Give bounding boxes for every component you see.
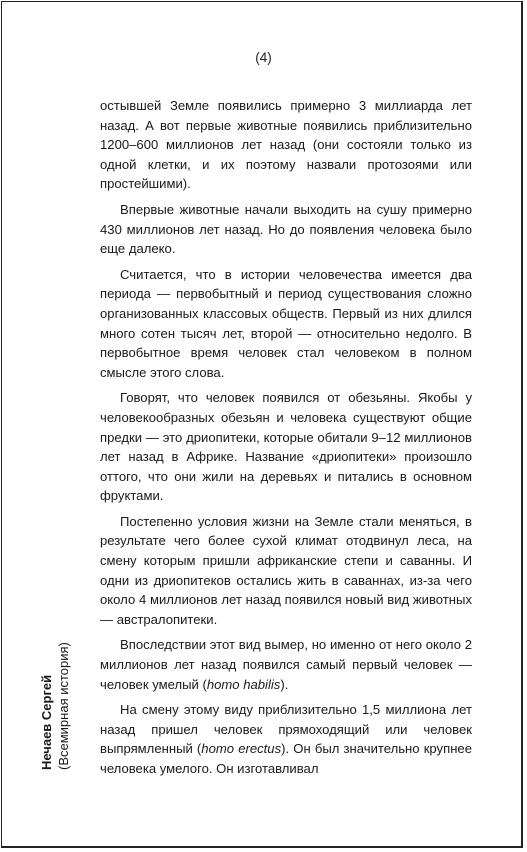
spine-author: Нечаев Сергей [39, 674, 54, 770]
paragraph-7 [100, 700, 472, 778]
spine-label [38, 580, 94, 770]
paragraph-5: Постепенно условия жизни на Земле стали меняться, в результате чего более сухой климат отодвинул леса, на смену которым пришли африканские степи и саванны. И одни из дриопитеков остались жить в саваннах, из-за чего около 4 миллионов лет назад появился новый вид животных — австралопитеки. [100, 513, 472, 627]
paragraph-7-text-start: На смену этому виду приблизительно 1,5 миллиона лет назад пришел человек прямоходящий или человек выпрямленный ( [100, 702, 472, 757]
paragraph-6-latin-term: homo habilis [206, 676, 281, 692]
paragraph-6-text-start: Впоследствии этот вид вымер, но именно от него около 2 миллионов лет назад появился самый первый человек — человек умелый ( [100, 637, 472, 692]
paragraph-6 [100, 635, 472, 694]
paragraph-7-text-end: ). Он был значительно крупнее человека умелого. Он изготавливал [100, 741, 472, 776]
text-body [100, 96, 472, 785]
page-number: (4) [255, 50, 272, 65]
paragraph-1: остывшей Земле появились примерно 3 миллиарда лет назад. А вот первые животные появились приблизительно 1200–600 миллионов лет назад (они состояли только из одной клетки, и их поэтому назвали протозоями или простейшими). [100, 98, 472, 192]
paragraph-3: Считается, что в истории человечества имеется два периода — первобытный и период существования сложно организованных классовых обществ. Первый из них длился много сотен тысяч лет, второй — относительно недолго. В первобытное время человек стал человеком в полном смысле этого слова. [100, 266, 472, 380]
paragraph-7-latin-term: homo erectus [201, 741, 282, 757]
paragraph-4: Говорят, что человек появился от обезьяны. Якобы у человекообразных обезьян и человека существуют общие предки — это дриопитеки, которые обитали 9–12 миллионов лет назад в Африке. Название «дриопитеки» произошло оттого, что они жили на деревьях и питались в основном фруктами. [100, 390, 472, 504]
paragraph-2: Впервые животные начали выходить на сушу примерно 430 миллионов лет назад. Но до появления человека было еще далеко. [100, 201, 472, 257]
paragraph-6-text-end: ). [280, 676, 289, 692]
spine-book-title: (Всемирная история) [56, 642, 71, 770]
